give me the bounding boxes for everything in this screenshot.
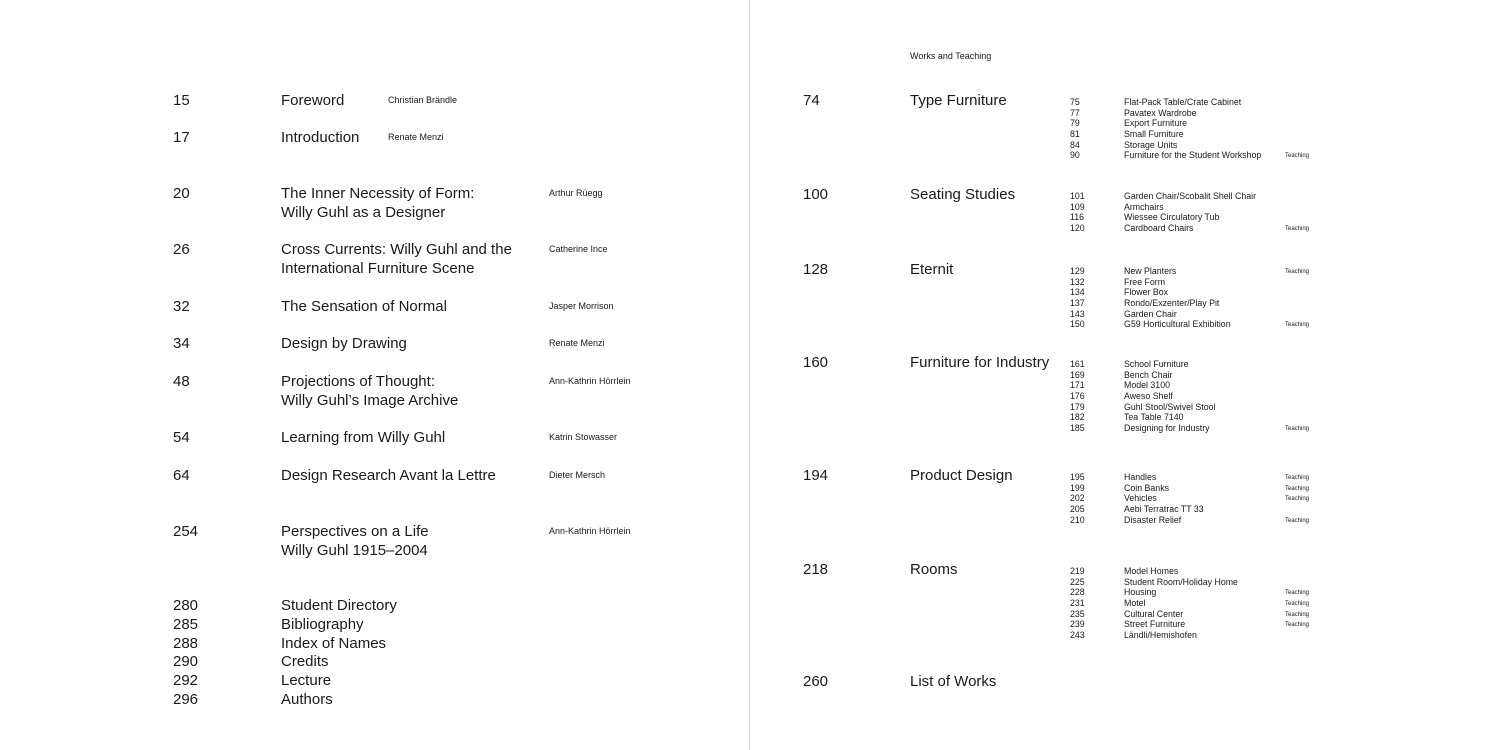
subentry-title: Bench Chair (1124, 369, 1173, 380)
teaching-tag: Teaching (1285, 269, 1310, 275)
subentry[interactable] (1070, 212, 1330, 223)
entry-page-number: 20 (173, 185, 190, 202)
subentry-list (1070, 359, 1330, 433)
entry-page-number: 48 (173, 373, 190, 390)
entry-title: Credits (281, 653, 329, 671)
subentry[interactable] (1070, 266, 1330, 277)
subentry-title: Flower Box (1124, 287, 1168, 298)
entry-title: Cross Currents: Willy Guhl and the International Furniture Scene (281, 241, 512, 277)
subentry-list (1070, 97, 1330, 161)
teaching-tag: Teaching (1285, 590, 1310, 597)
entry-page-number: 292 (173, 672, 199, 690)
subentry-page-number: 228 (1070, 587, 1085, 598)
subentry-page-number: 202 (1070, 493, 1085, 504)
teaching-tag: Teaching (1285, 517, 1310, 524)
subentry-title: New Planters (1124, 266, 1177, 276)
subentry-page-number: 176 (1070, 390, 1085, 401)
entry-page-number: 280 (173, 597, 199, 614)
entry-page-number: 15 (173, 92, 190, 109)
entry-author: Dieter Mersch (549, 470, 606, 480)
back-matter-entry[interactable] (0, 634, 749, 653)
back-matter-entry[interactable] (0, 596, 749, 615)
subentry-page-number: 75 (1070, 97, 1080, 107)
entry-title: Lecture (281, 672, 332, 690)
subentry-page-number: 205 (1070, 503, 1085, 514)
subentry-title: G59 Horticultural Exhibition (1124, 319, 1231, 330)
entry-author: Jasper Morrison (549, 301, 614, 311)
subentry[interactable] (1070, 609, 1330, 620)
subentry[interactable] (1070, 566, 1330, 577)
section-page-number: 100 (803, 186, 829, 203)
section-page-number: 160 (803, 354, 829, 371)
subentry-list (1070, 566, 1330, 640)
subentry-title: Designing for Industry (1124, 422, 1210, 433)
section-page-number: 260 (803, 673, 829, 690)
teaching-tag: Teaching (1285, 322, 1310, 329)
entry-author: Renate Menzi (549, 338, 605, 348)
section-page-number: 218 (803, 561, 829, 578)
entry-title: Design Research Avant la Lettre (281, 467, 496, 484)
entry-author: Catherine Ince (549, 244, 608, 254)
subentry-title: Coin Banks (1124, 482, 1169, 493)
subentry-page-number: 150 (1070, 319, 1085, 330)
subentry-page-number: 134 (1070, 287, 1085, 298)
subentry[interactable] (1070, 423, 1330, 434)
entry-page-number: 254 (173, 523, 199, 540)
entry-title: The Inner Necessity of Form: Willy Guhl as a Designer (281, 185, 475, 221)
subentry[interactable] (1070, 191, 1330, 202)
back-matter-entry[interactable] (0, 671, 749, 690)
subentry-page-number: 219 (1070, 566, 1085, 576)
subentry-title: Housing (1124, 587, 1157, 598)
entry-page-number: 54 (173, 429, 190, 446)
subentry-title: Handles (1124, 472, 1157, 482)
teaching-tag: Teaching (1285, 496, 1310, 503)
subentry-title: Free Form (1124, 276, 1166, 287)
entry-page-number: 296 (173, 690, 199, 708)
teaching-tag: Teaching (1285, 425, 1310, 432)
subentry-title: Street Furniture (1124, 619, 1186, 630)
entry-title: Authors (281, 690, 333, 708)
subentry-page-number: 235 (1070, 608, 1085, 619)
entry-title: Index of Names (281, 634, 387, 652)
subentry-page-number: 210 (1070, 514, 1085, 525)
subentry-title: Aebi Terratrac TT 33 (1124, 503, 1204, 514)
back-matter-entry[interactable] (0, 690, 749, 709)
subentry-title: Wiessee Circulatory Tub (1124, 212, 1220, 223)
subentry-title: Cardboard Chairs (1124, 222, 1194, 233)
entry-title: Learning from Willy Guhl (281, 429, 446, 446)
entry-title: Student Directory (281, 597, 397, 614)
subentry-page-number: 225 (1070, 576, 1085, 587)
subentry[interactable] (1070, 402, 1330, 413)
subentry[interactable] (1070, 108, 1330, 119)
back-matter-entry[interactable] (0, 652, 749, 671)
subentry-title: Rondo/Exzenter/Play Pit (1124, 297, 1220, 308)
subentry-page-number: 161 (1070, 359, 1085, 369)
subentry-title: Garden Chair (1124, 308, 1177, 319)
subentry-title: Export Furniture (1124, 118, 1188, 129)
entry-author: Arthur Rüegg (549, 188, 603, 198)
subentry-page-number: 179 (1070, 401, 1085, 412)
subentry-page-number: 116 (1070, 212, 1085, 223)
subentry[interactable] (1070, 202, 1330, 213)
entry-title: The Sensation of Normal (281, 298, 447, 315)
section-title: Product Design (910, 467, 1013, 484)
subentry-title: Disaster Relief (1124, 514, 1182, 525)
subentry-title: Ländli/Hemishofen (1124, 629, 1197, 640)
teaching-tag: Teaching (1285, 225, 1310, 232)
subentry-page-number: 79 (1070, 118, 1080, 129)
subentry[interactable] (1070, 277, 1330, 288)
subentry[interactable] (1070, 380, 1330, 391)
subentry[interactable] (1070, 129, 1330, 140)
teaching-tag: Teaching (1285, 485, 1310, 492)
back-matter-list (0, 596, 749, 709)
section-title: Type Furniture (910, 92, 1007, 109)
subentry-title: Armchairs (1124, 201, 1164, 212)
section-page-number: 74 (803, 92, 820, 109)
entry-page-number: 17 (173, 129, 190, 146)
entry-page-number: 26 (173, 241, 190, 258)
subentry-page-number: 77 (1070, 107, 1080, 118)
subentry[interactable] (1070, 472, 1330, 483)
entry-title: Perspectives on a Life Willy Guhl 1915–2004 (281, 523, 429, 559)
subentry-title: Storage Units (1124, 139, 1178, 150)
subentry-page-number: 185 (1070, 422, 1085, 433)
subentry-list (1070, 266, 1330, 330)
subentry[interactable] (1070, 577, 1330, 588)
section-heading: Works and Teaching (910, 51, 992, 61)
teaching-tag: Teaching (1285, 611, 1310, 618)
subentry[interactable] (1070, 619, 1330, 630)
section-title: Seating Studies (910, 186, 1016, 203)
entry-page-number: 32 (173, 298, 190, 315)
subentry-page-number: 195 (1070, 472, 1085, 482)
teaching-tag: Teaching (1285, 600, 1310, 607)
entry-title: Design by Drawing (281, 335, 407, 352)
subentry[interactable] (1070, 504, 1330, 515)
entry-title: Introduction (281, 129, 360, 146)
subentry[interactable] (1070, 412, 1330, 423)
subentry-page-number: 101 (1070, 191, 1085, 201)
subentry-page-number: 90 (1070, 150, 1080, 161)
subentry[interactable] (1070, 140, 1330, 151)
subentry[interactable] (1070, 319, 1330, 330)
subentry-title: Student Room/Holiday Home (1124, 576, 1238, 587)
subentry-page-number: 171 (1070, 380, 1085, 391)
subentry[interactable] (1070, 515, 1330, 526)
teaching-tag: Teaching (1285, 153, 1310, 160)
entry-page-number: 285 (173, 615, 199, 633)
subentry[interactable] (1070, 370, 1330, 381)
subentry[interactable] (1070, 309, 1330, 320)
subentry-title: Pavatex Wardrobe (1124, 107, 1197, 118)
subentry-page-number: 81 (1070, 128, 1080, 139)
subentry-title: School Furniture (1124, 359, 1189, 369)
subentry-title: Aweso Shelf (1124, 390, 1173, 401)
subentry-title: Furniture for the Student Workshop (1124, 150, 1262, 161)
entry-author: Ann-Kathrin Hörrlein (549, 376, 631, 386)
subentry-page-number: 132 (1070, 276, 1085, 287)
subentry-title: Cultural Center (1124, 608, 1184, 619)
subentry-title: Motel (1124, 597, 1146, 608)
section-page-number: 194 (803, 467, 829, 484)
left-page (0, 0, 749, 750)
subentry-page-number: 182 (1070, 412, 1085, 423)
subentry[interactable] (1070, 298, 1330, 309)
section-page-number: 128 (803, 261, 829, 278)
entry-page-number: 288 (173, 634, 199, 652)
subentry-list (1070, 472, 1330, 525)
subentry[interactable] (1070, 118, 1330, 129)
subentry-list (1070, 191, 1330, 234)
subentry-page-number: 243 (1070, 629, 1085, 640)
section-title: Eternit (910, 261, 954, 278)
section-title: List of Works (910, 673, 997, 690)
subentry-title: Small Furniture (1124, 128, 1184, 139)
entry-page-number: 64 (173, 467, 190, 484)
subentry-page-number: 84 (1070, 139, 1080, 150)
subentry[interactable] (1070, 287, 1330, 298)
subentry-page-number: 109 (1070, 201, 1085, 212)
subentry-page-number: 199 (1070, 482, 1085, 493)
teaching-tag: Teaching (1285, 475, 1310, 481)
subentry-page-number: 169 (1070, 369, 1085, 380)
subentry[interactable] (1070, 493, 1330, 504)
section-title: Furniture for Industry (910, 354, 1050, 371)
section-title: Rooms (910, 561, 958, 578)
subentry-page-number: 239 (1070, 619, 1085, 630)
subentry[interactable] (1070, 483, 1330, 494)
subentry[interactable] (1070, 223, 1330, 234)
subentry-title: Model Homes (1124, 566, 1179, 576)
subentry[interactable] (1070, 359, 1330, 370)
subentry-title: Guhl Stool/Swivel Stool (1124, 401, 1216, 412)
subentry-page-number: 129 (1070, 266, 1085, 276)
entry-author: Christian Brändle (388, 95, 458, 105)
subentry-page-number: 137 (1070, 297, 1085, 308)
subentry[interactable] (1070, 598, 1330, 609)
subentry-title: Model 3100 (1124, 380, 1170, 391)
entry-page-number: 290 (173, 653, 199, 671)
subentry-title: Flat-Pack Table/Crate Cabinet (1124, 97, 1242, 107)
entry-author: Renate Menzi (388, 132, 444, 142)
subentry-title: Garden Chair/Scobalit Shell Chair (1124, 191, 1257, 201)
entry-title: Bibliography (281, 615, 364, 633)
entry-title: Projections of Thought: Willy Guhl’s Image Archive (281, 373, 459, 409)
subentry[interactable] (1070, 587, 1330, 598)
subentry-title: Vehicles (1124, 493, 1157, 504)
subentry[interactable] (1070, 391, 1330, 402)
subentry[interactable] (1070, 630, 1330, 641)
subentry-page-number: 143 (1070, 308, 1085, 319)
subentry-page-number: 120 (1070, 222, 1085, 233)
entry-author: Ann-Kathrin Hörrlein (549, 526, 631, 536)
subentry-title: Tea Table 7140 (1124, 412, 1184, 423)
entry-title: Foreword (281, 92, 345, 109)
subentry[interactable] (1070, 150, 1330, 161)
entry-page-number: 34 (173, 335, 190, 352)
subentry-page-number: 231 (1070, 597, 1085, 608)
subentry[interactable] (1070, 97, 1330, 108)
right-page (750, 0, 1500, 750)
teaching-tag: Teaching (1285, 622, 1310, 629)
back-matter-entry[interactable] (0, 615, 749, 634)
entry-author: Katrin Stowasser (549, 432, 618, 442)
